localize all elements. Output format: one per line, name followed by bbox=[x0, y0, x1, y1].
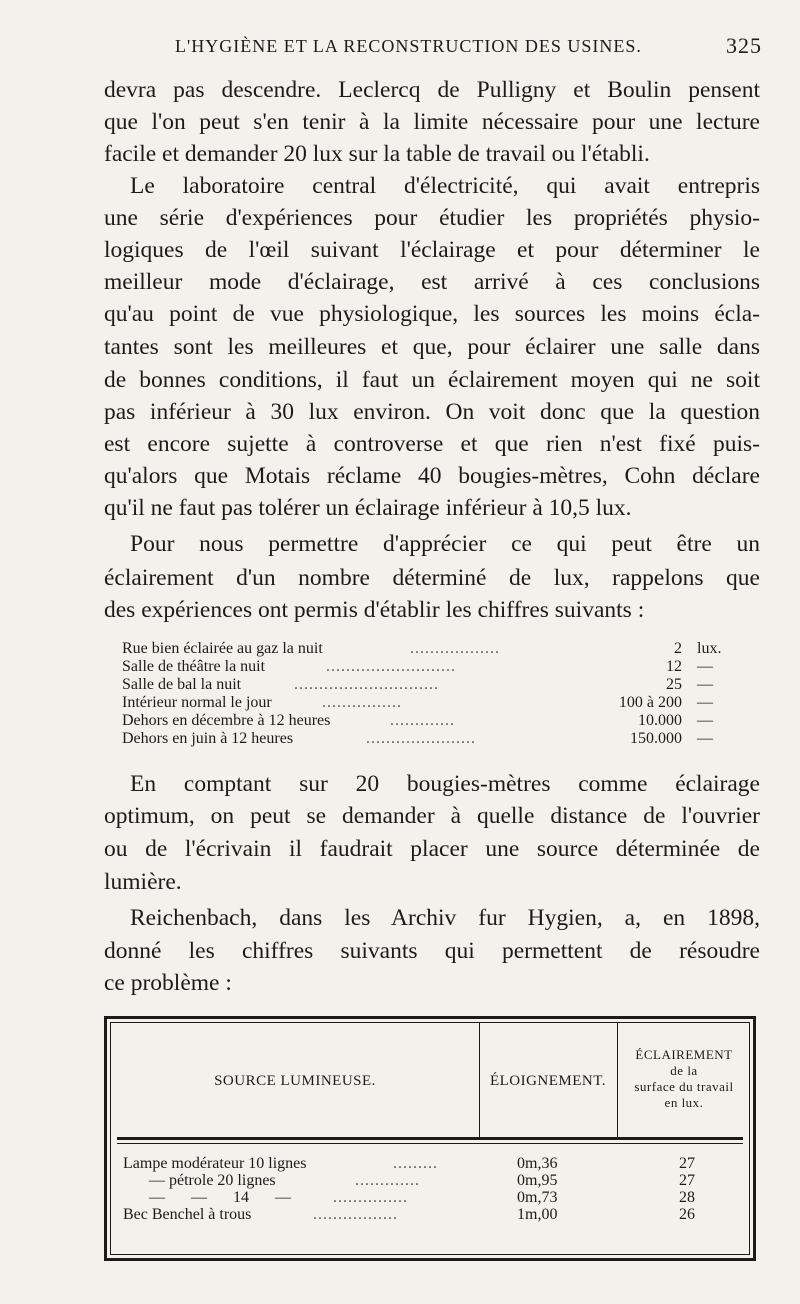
leader-dots: ............. bbox=[355, 1172, 420, 1189]
text-line: une série d'expériences pour étudier les propriétés physio- bbox=[104, 205, 760, 231]
source-cell: Bec Benchel à trous bbox=[123, 1206, 252, 1223]
column-header-lux: ÉCLAIREMENT bbox=[635, 1047, 733, 1062]
text-line: logiques de l'œil suivant l'éclairage et pour déterminer le bbox=[104, 237, 760, 263]
text-line: qu'alors que Motais réclame 40 bougies-mètres, Cohn déclare bbox=[104, 463, 760, 489]
text-line: Le laboratoire central d'électricité, qui avait entrepris bbox=[130, 173, 760, 199]
lux-cell: 28 bbox=[679, 1189, 695, 1206]
lux-cell: 27 bbox=[679, 1155, 695, 1172]
text-line: facile et demander 20 lux sur la table de travail ou l'établi. bbox=[104, 141, 650, 167]
table-row bbox=[122, 694, 742, 712]
header-rule bbox=[117, 1137, 743, 1140]
text-line: qu'au point de vue physiologique, les sources les moins écla- bbox=[104, 301, 760, 327]
column-header-lux: de la bbox=[670, 1063, 698, 1078]
row-label: Dehors en juin à 12 heures bbox=[122, 730, 294, 747]
row-label: Rue bien éclairée au gaz la nuit bbox=[122, 640, 323, 657]
row-value: 25 bbox=[666, 676, 682, 693]
distance-cell: 0m,36 bbox=[517, 1155, 558, 1172]
table-row bbox=[122, 712, 742, 730]
row-unit: — bbox=[697, 712, 713, 729]
leader-dots: ................. bbox=[313, 1206, 398, 1223]
row-unit: — bbox=[697, 658, 713, 675]
row-value: 10.000 bbox=[638, 712, 682, 729]
row-unit: — bbox=[697, 694, 713, 711]
leader-dots: ............... bbox=[333, 1189, 408, 1206]
lux-cell: 27 bbox=[679, 1172, 695, 1189]
text-line: que l'on peut s'en tenir à la limite nécessaire pour une lecture bbox=[104, 109, 760, 135]
running-title: L'HYGIÈNE ET LA RECONSTRUCTION DES USINES. bbox=[175, 36, 642, 56]
text-line: meilleur mode d'éclairage, est arrivé à ces conclusions bbox=[104, 269, 760, 295]
text-line: qu'il ne faut pas tolérer un éclairage inférieur à 10,5 lux. bbox=[104, 495, 632, 521]
row-unit: — bbox=[697, 730, 713, 747]
table-row bbox=[123, 1189, 743, 1206]
row-unit: lux. bbox=[697, 640, 722, 657]
row-unit: — bbox=[697, 676, 713, 693]
text-line: donné les chiffres suivants qui permettent de résoudre bbox=[104, 938, 760, 964]
row-value: 2 bbox=[674, 640, 682, 657]
row-value: 12 bbox=[666, 658, 682, 675]
table-row bbox=[122, 676, 742, 694]
text-line: ou de l'écrivain il faudrait placer une source déterminée de bbox=[104, 836, 760, 862]
text-line: éclairement d'un nombre déterminé de lux, rappelons que bbox=[104, 565, 760, 591]
source-cell: — — 14 — bbox=[149, 1189, 291, 1206]
column-header-distance: ÉLOIGNEMENT. bbox=[489, 1073, 607, 1089]
leader-dots: .......................... bbox=[326, 658, 456, 675]
row-label: Salle de théâtre la nuit bbox=[122, 658, 266, 675]
table-row bbox=[122, 658, 742, 676]
row-value: 100 à 200 bbox=[618, 694, 682, 711]
distance-cell: 1m,00 bbox=[517, 1206, 558, 1223]
text-line: de bonnes conditions, il faut un éclairement moyen qui ne soit bbox=[104, 367, 760, 393]
text-line: En comptant sur 20 bougies-mètres comme éclairage bbox=[130, 771, 760, 797]
leader-dots: ............. bbox=[390, 712, 455, 729]
text-line: Reichenbach, dans les Archiv fur Hygien, a, en 1898, bbox=[130, 905, 760, 931]
row-value: 150.000 bbox=[630, 730, 682, 747]
table-row bbox=[123, 1155, 743, 1172]
distance-cell: 0m,73 bbox=[517, 1189, 558, 1206]
source-cell: — pétrole 20 lignes bbox=[149, 1172, 276, 1189]
table-row bbox=[123, 1206, 743, 1223]
text-line: pas inférieur à 30 lux environ. On voit donc que la question bbox=[104, 399, 760, 425]
source-cell: Lampe modérateur 10 lignes bbox=[123, 1155, 307, 1172]
text-line: est encore sujette à controverse et que rien n'est fixé puis- bbox=[104, 431, 760, 457]
leader-dots: ............................. bbox=[294, 676, 439, 693]
table-row bbox=[123, 1172, 743, 1189]
page-number: 325 bbox=[726, 33, 762, 58]
text-line: lumière. bbox=[104, 869, 182, 895]
leader-dots: .................. bbox=[410, 640, 500, 657]
row-label: Dehors en décembre à 12 heures bbox=[122, 712, 331, 729]
column-header-lux: surface du travail bbox=[634, 1079, 734, 1094]
row-label: Salle de bal la nuit bbox=[122, 676, 242, 693]
header-rule bbox=[117, 1143, 743, 1144]
column-header-lux: en lux. bbox=[664, 1095, 704, 1110]
text-line: ce problème : bbox=[104, 970, 232, 996]
running-header bbox=[150, 33, 770, 68]
leader-dots: ...................... bbox=[366, 730, 476, 747]
table-row bbox=[122, 730, 742, 748]
table-row bbox=[122, 640, 742, 658]
text-line: optimum, on peut se demander à quelle distance de l'ouvrier bbox=[104, 803, 760, 829]
row-label: Intérieur normal le jour bbox=[122, 694, 272, 711]
text-line: tantes sont les meilleures et que, pour éclairer une salle dans bbox=[104, 334, 760, 360]
text-line: devra pas descendre. Leclercq de Pulligny et Boulin pensent bbox=[104, 77, 760, 103]
illumination-reference-table bbox=[122, 640, 742, 748]
column-header-source: SOURCE LUMINEUSE. bbox=[214, 1073, 376, 1089]
text-line: des expériences ont permis d'établir les chiffres suivants : bbox=[104, 597, 645, 623]
leader-dots: ......... bbox=[393, 1155, 438, 1172]
lux-cell: 26 bbox=[679, 1206, 695, 1223]
leader-dots: ................ bbox=[322, 694, 402, 711]
text-line: Pour nous permettre d'apprécier ce qui peut être un bbox=[130, 531, 760, 557]
distance-cell: 0m,95 bbox=[517, 1172, 558, 1189]
table-body bbox=[123, 1155, 743, 1223]
light-source-table bbox=[104, 1016, 756, 1261]
